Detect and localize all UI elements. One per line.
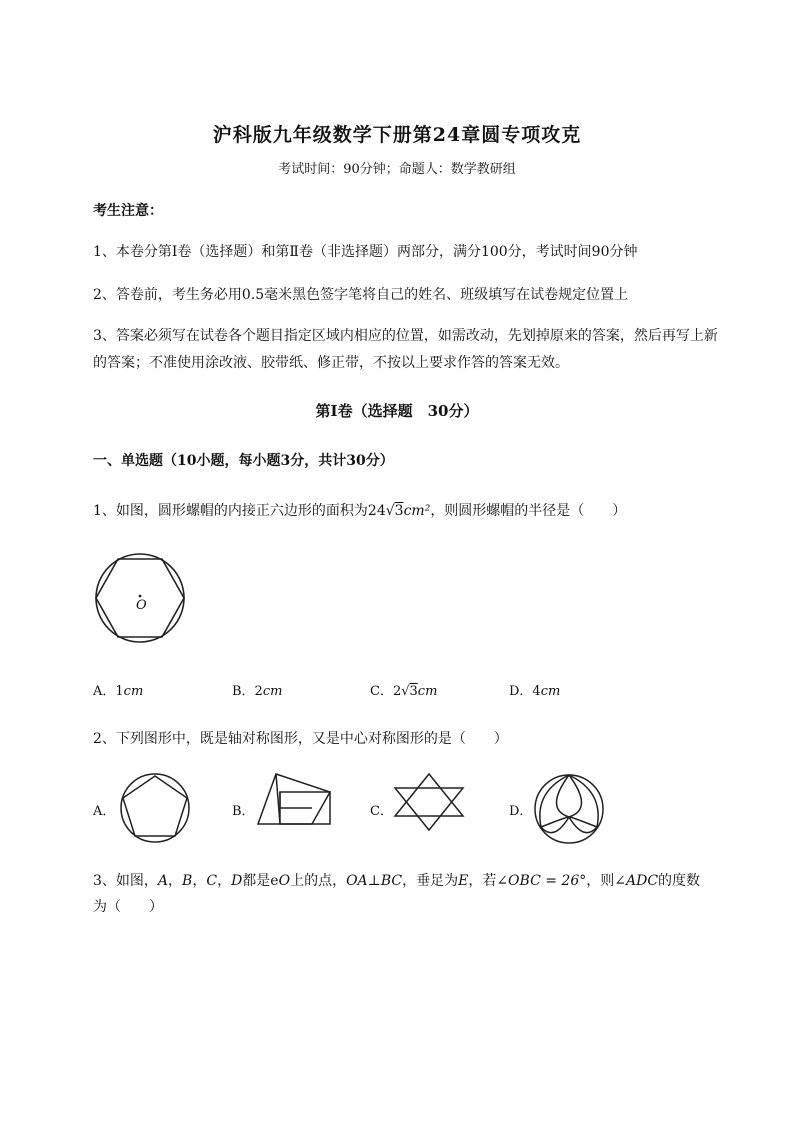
q3-perp: OA⊥BC	[346, 873, 403, 889]
notice-heading: 考生注意：	[93, 203, 163, 219]
notice-item-2: 2、答卷前，考生务必用0.5毫米黑色签字笔将自己的姓名、班级填写在试卷规定位置上	[93, 287, 629, 303]
pinwheel-squares-figure	[256, 772, 336, 828]
q3-circle-symbol: e	[270, 873, 279, 889]
q1-text-b: ，则圆形螺帽的半径是（ ）	[430, 503, 627, 519]
q2-option-b-label[interactable]: B．	[232, 804, 255, 819]
q3-point-e: E	[458, 873, 469, 889]
q1-option-b-label: B．2	[232, 684, 263, 699]
q2-option-d-label[interactable]: D．	[509, 804, 533, 819]
pentagon-in-circle-figure	[117, 772, 193, 844]
q1-option-d[interactable]	[509, 680, 560, 699]
q3-sep-2: ，	[192, 873, 207, 889]
q3-sep-1: ，	[168, 873, 183, 889]
q3-point-a: A	[157, 873, 169, 889]
q3-point-c: C	[206, 873, 218, 889]
q2-option-a-label[interactable]: A．	[93, 804, 116, 819]
notice-item-1: 1、本卷分第I卷（选择题）和第Ⅱ卷（非选择题）两部分，满分100分，考试时间90分钟	[93, 244, 638, 260]
part-title: 一、单选题（10小题，每小题3分，共计30分）	[93, 453, 394, 469]
q1-option-a[interactable]	[93, 680, 143, 699]
q1-option-a-unit: cm	[123, 684, 144, 699]
page-title: 沪科版九年级数学下册第24章圆专项攻克	[212, 124, 582, 146]
q1-center-label: O	[136, 598, 147, 613]
q3-foot: ，垂足为	[402, 873, 459, 889]
q1-option-a-label: A．1	[93, 684, 124, 699]
q1-unit: cm²	[403, 503, 431, 519]
q1-option-c-sqrt-sign: √	[401, 684, 410, 699]
q3-angle-given: ∠OBC = 26°	[496, 873, 587, 889]
section-title: 第I卷（选择题 30分）	[315, 402, 479, 420]
q3-if: ，若	[468, 873, 497, 889]
q1-sqrt-value: 3	[394, 503, 404, 519]
q3-on: 上的点，	[290, 873, 347, 889]
hexagram-figure	[393, 772, 465, 832]
q3-intro: 3、如图，	[93, 873, 158, 889]
q1-option-d-unit: cm	[540, 684, 561, 699]
notice-item-3-line-1: 3、答案必须写在试卷各个题目指定区域内相应的位置，如需改动，先划掉原来的答案，然后再写上新	[93, 328, 718, 344]
figure-center-dot	[139, 595, 142, 598]
q3-point-d: D	[231, 873, 243, 889]
q3-point-o: O	[278, 873, 291, 889]
q1-option-c-label: C．2	[370, 684, 402, 699]
q3-angle-ask: ∠ADC	[614, 873, 659, 889]
three-petal-circle-figure	[532, 772, 606, 846]
q3-sep-3: ，	[217, 873, 232, 889]
q2-option-c-label[interactable]: C．	[370, 804, 393, 819]
exam-info: 考试时间：90分钟；命题人：数学教研组	[278, 162, 516, 177]
q1-option-d-label: D．4	[509, 684, 541, 699]
question-3-line-2: 为（ ）	[93, 899, 163, 915]
q3-point-b: B	[182, 873, 193, 889]
q1-option-c[interactable]	[370, 680, 437, 699]
notice-item-3-line-2: 的答案；不准使用涂改液、胶带纸、修正带，不按以上要求作答的答案无效。	[93, 355, 569, 371]
q3-then: ，则	[586, 873, 615, 889]
q1-text-a: 1、如图，圆形螺帽的内接正六边形的面积为24	[93, 503, 386, 519]
q1-option-b[interactable]	[232, 680, 282, 699]
q1-sqrt-sign: √	[385, 503, 395, 519]
q1-option-b-unit: cm	[262, 684, 283, 699]
question-3-line-1	[93, 870, 700, 890]
q1-option-c-unit: cm	[417, 684, 438, 699]
q3-tail: 的度数	[658, 873, 701, 889]
q3-mid: 都是	[242, 873, 271, 889]
question-1-text	[93, 500, 626, 520]
q1-option-c-sqrt-value: 3	[409, 684, 418, 699]
question-2-text: 2、下列图形中，既是轴对称图形，又是中心对称图形的是（ ）	[93, 731, 508, 747]
